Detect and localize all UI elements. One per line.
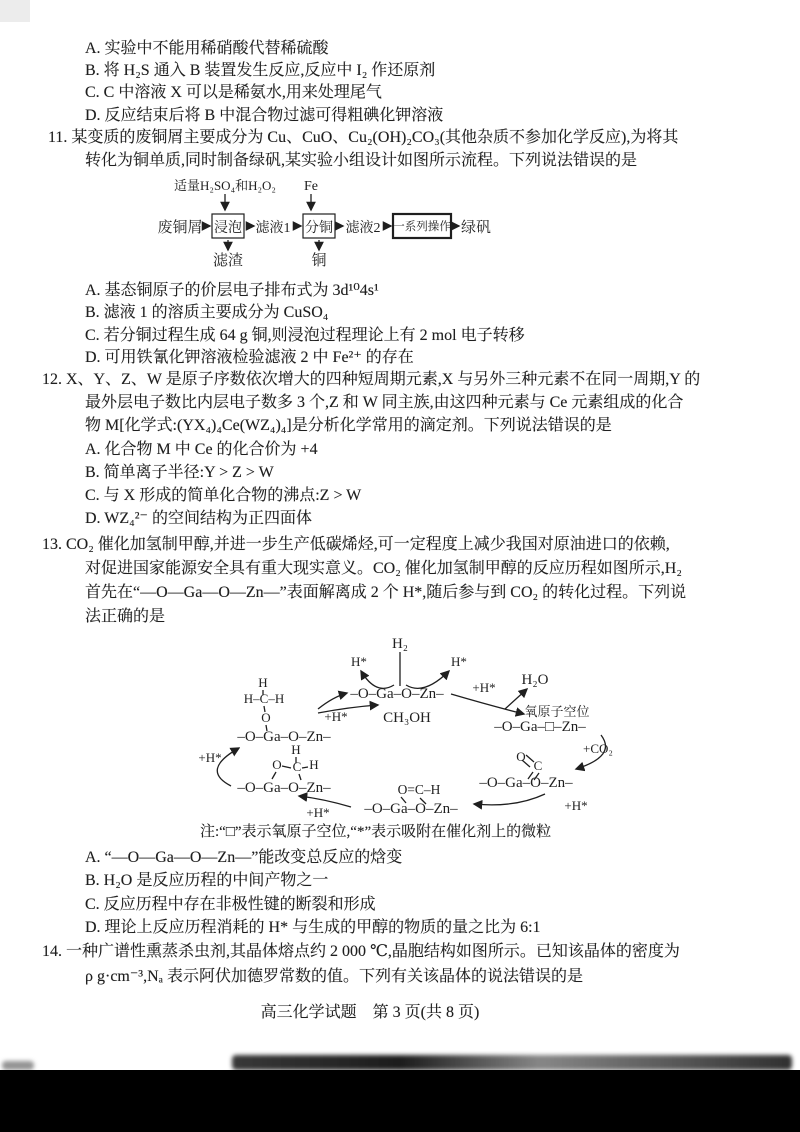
catalyst-chain-co2: –O–Ga–O–Zn– xyxy=(479,775,573,791)
oxygen-vacancy-label: 氧原子空位 xyxy=(524,704,590,719)
q11-stem-line-1: 11. 某变质的废铜屑主要成分为 Cu、CuO、Cu₂(OH)₂CO₃(其他杂质不参加化学反应),为将其 xyxy=(48,129,679,146)
curved-arrow xyxy=(318,693,347,709)
dioxo-h-top-label: H xyxy=(291,742,301,757)
h2o-label: H₂O xyxy=(521,672,549,688)
plus-h-label-4: +H* xyxy=(198,750,222,765)
h-star-left-label: H* xyxy=(351,654,367,669)
flowchart-input-label: 废铜屑 xyxy=(157,220,203,236)
bond xyxy=(282,766,291,768)
q13-mechanism-note: 注:“□”表示氧原子空位,“*”表示吸附在催化剂上的微粒 xyxy=(200,824,552,840)
flowchart-filtrate1-label: 滤液1 xyxy=(255,221,291,236)
methoxy-hch-label: H–C–H xyxy=(243,691,285,706)
q13-stem-line-3: 首先在“—O—Ga—O—Zn—”表面解离成 2 个 H*,随后参与到 CO₂ 的转化过程。下列说 xyxy=(85,584,687,601)
catalyst-chain-top: –O–Ga–O–Zn– xyxy=(350,686,444,702)
flowchart-box-operations-label: 一系列操作 xyxy=(393,221,451,233)
plus-h-label-5: +H* xyxy=(324,709,348,724)
methoxy-h-top-label: H xyxy=(258,675,268,690)
flowchart-copper-label: 铜 xyxy=(311,253,327,269)
curved-arrow xyxy=(451,694,524,714)
catalyst-chain-formate: –O–Ga–O–Zn– xyxy=(364,801,458,817)
flowchart-box-copper-separation-label: 分铜 xyxy=(305,221,333,236)
formate-group-label: O=C–H xyxy=(397,782,441,797)
h-star-right-label: H* xyxy=(451,654,467,669)
q13-option-b: B. H₂O 是反应历程的中间产物之一 xyxy=(85,872,329,889)
q13-option-c: C. 反应历程中存在非极性键的断裂和形成 xyxy=(85,896,376,913)
catalyst-chain-vacancy: –O–Ga–□–Zn– xyxy=(494,719,586,735)
scan-smudge xyxy=(2,1061,34,1070)
q12-stem-line-2: 最外层电子数比内层电子数多 3 个,Z 和 W 同主族,由这四种元素与 Ce 元素组成的化合 xyxy=(85,394,684,411)
scan-black-bar xyxy=(0,1070,800,1132)
q13-mechanism xyxy=(198,636,613,820)
h2-label: H₂ xyxy=(391,636,409,652)
co2-carbon-label: C xyxy=(533,758,543,773)
q10-option-b: B. 将 H₂S 通入 B 装置发生反应,反应中 I₂ 作还原剂 xyxy=(85,62,436,79)
q13-option-a: A. “—O—Ga—O—Zn—”能改变总反应的焓变 xyxy=(85,849,403,866)
plus-h-label-3: +H* xyxy=(306,805,330,820)
q12-option-d: D. WZ₄²⁻ 的空间结构为正四面体 xyxy=(85,510,312,527)
q12-option-b: B. 简单离子半径:Y > Z > W xyxy=(85,464,274,481)
scan-smudge xyxy=(232,1055,792,1070)
q14-stem-line-2: ρ g·cm⁻³,Nₐ 表示阿伏加德罗常数的值。下列有关该晶体的说法错误的是 xyxy=(85,968,584,985)
co2-oxygen-label: O xyxy=(516,749,526,764)
plus-co2-label: +CO₂ xyxy=(583,741,613,756)
plus-h-label-2: +H* xyxy=(564,798,588,813)
q10-option-a: A. 实验中不能用稀硝酸代替稀硫酸 xyxy=(85,40,329,57)
q14-stem-line-1: 14. 一种广谱性熏蒸杀虫剂,其晶体熔点约 2 000 ℃,晶胞结构如图所示。已知该晶体的密度为 xyxy=(42,943,680,960)
q13-stem-line-4: 法正确的是 xyxy=(85,608,166,625)
methoxy-o-label: O xyxy=(261,710,271,725)
q13-option-d: D. 理论上反应历程消耗的 H* 与生成的甲醇的物质的量之比为 6:1 xyxy=(85,919,541,936)
curved-arrow xyxy=(474,794,545,805)
dioxo-h-right-label: H xyxy=(309,757,319,772)
q12-stem-line-1: 12. X、Y、Z、W 是原子序数依次增大的四种短周期元素,X 与另外三种元素不在同一周期,Y 的 xyxy=(42,371,701,388)
catalyst-chain-dioxo: –O–Ga–O–Zn– xyxy=(237,780,331,796)
page-footer: 高三化学试题 第 3 页(共 8 页) xyxy=(260,1004,480,1021)
q13-stem-line-2: 对促进国家能源安全具有重大现实意义。CO₂ 催化加氢制甲醇的反应历程如图所示,H₂ xyxy=(85,560,682,577)
q11-flowchart xyxy=(157,178,491,269)
q11-option-c: C. 若分铜过程生成 64 g 铜,则浸泡过程理论上有 2 mol 电子转移 xyxy=(85,327,525,344)
q11-option-a: A. 基态铜原子的价层电子排布式为 3d¹⁰4s¹ xyxy=(85,282,379,299)
q12-stem-line-3: 物 M[化学式:(YX₄)₄Ce(WZ₄)₄]是分析化学常用的滴定剂。下列说法错误的是 xyxy=(85,417,612,434)
flowchart-fe-label: Fe xyxy=(304,179,318,194)
ch3oh-label: CH₃OH xyxy=(383,710,431,726)
q12-option-a: A. 化合物 M 中 Ce 的化合价为 +4 xyxy=(85,441,318,458)
dioxo-c-label: C xyxy=(292,759,302,774)
q11-option-d: D. 可用铁氰化钾溶液检验滤液 2 中 Fe²⁺ 的存在 xyxy=(85,349,414,366)
flowchart-box-soak-label: 浸泡 xyxy=(214,221,242,236)
plus-h-label-1: +H* xyxy=(472,680,496,695)
q11-option-b: B. 滤液 1 的溶质主要成分为 CuSO₄ xyxy=(85,304,329,321)
bond xyxy=(302,767,308,768)
q11-stem-line-2: 转化为铜单质,同时制备绿矾,某实验小组设计如图所示流程。下列说法错误的是 xyxy=(85,152,638,169)
flowchart-output-label: 绿矾 xyxy=(460,220,492,236)
dioxo-o-label: O xyxy=(272,757,282,772)
q13-stem-line-1: 13. CO₂ 催化加氢制甲醇,并进一步生产低碳烯烃,可一定程度上减少我国对原油进口的依赖, xyxy=(42,536,670,553)
flowchart-filtrate2-label: 滤液2 xyxy=(345,221,381,236)
catalyst-chain-topleft: –O–Ga–O–Zn– xyxy=(237,729,331,745)
flowchart-reagents-label: 适量H₂SO₄和H₂O₂ xyxy=(174,178,276,193)
q10-option-c: C. C 中溶液 X 可以是稀氨水,用来处理尾气 xyxy=(85,84,382,101)
q10-option-d: D. 反应结束后将 B 中混合物过滤可得粗碘化钾溶液 xyxy=(85,107,444,124)
bond xyxy=(272,772,276,779)
q12-option-c: C. 与 X 形成的简单化合物的沸点:Z > W xyxy=(85,487,362,504)
flowchart-residue-label: 滤渣 xyxy=(212,253,244,269)
